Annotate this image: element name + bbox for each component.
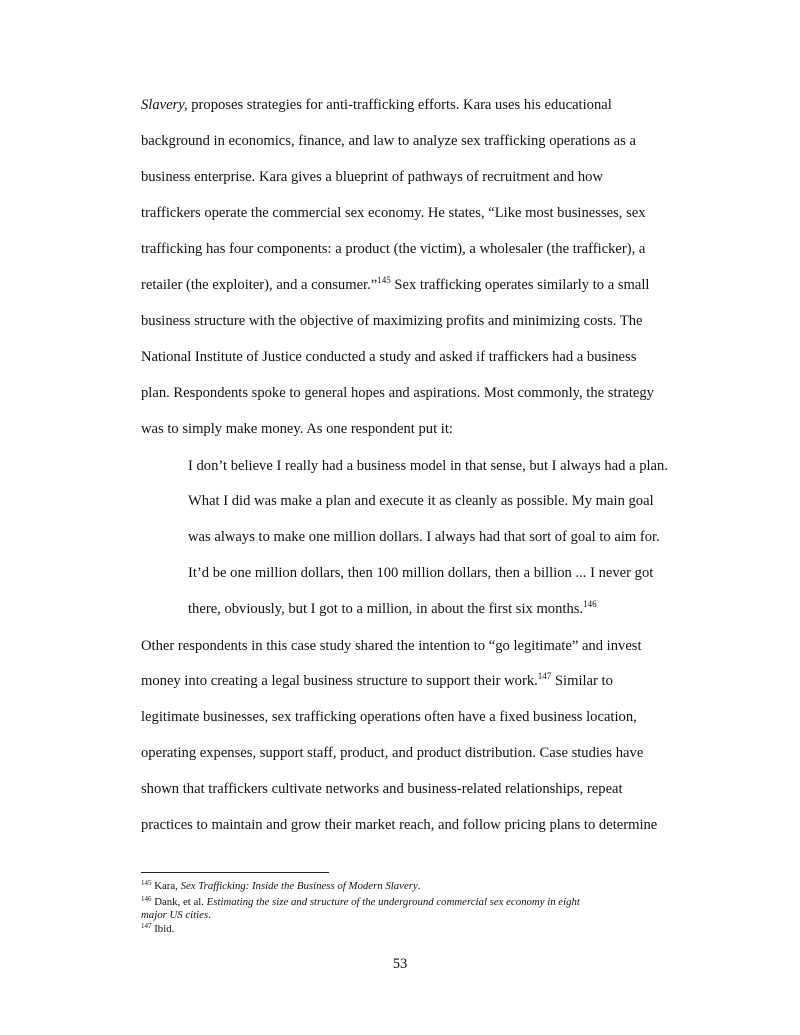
footnote-145: $^{145}$ Kara, Sex Trafficking: Inside the Business of Modern Slavery. bbox=[141, 879, 421, 892]
body-line: Other respondents in this case study shared the intention to “go legitimate” and invest bbox=[141, 638, 642, 654]
body-line: business structure with the objective of maximizing profits and minimizing costs. The bbox=[141, 313, 643, 329]
footnote-ref-145[interactable]: 145 bbox=[377, 275, 391, 285]
footnote-146: $^{146}$ Dank, et al. Estimating the size and structure of the underground commercial sex economy in eight bbox=[141, 895, 580, 908]
block-quote-line: It’d be one million dollars, then 100 million dollars, then a billion ... I never got bbox=[188, 565, 654, 581]
body-line: practices to maintain and grow their market reach, and follow pricing plans to determine bbox=[141, 817, 658, 833]
body-line: was to simply make money. As one respondent put it: bbox=[141, 421, 453, 437]
book-title-italic: Slavery, bbox=[141, 97, 188, 113]
body-line: operating expenses, support staff, product, and product distribution. Case studies have bbox=[141, 745, 644, 761]
body-line: background in economics, finance, and law to analyze sex trafficking operations as a bbox=[141, 133, 636, 149]
body-line: retailer (the exploiter), and a consumer.”$^{145}$ Sex trafficking operates similarly to a small bbox=[141, 275, 650, 293]
body-line: shown that traffickers cultivate networks and business-related relationships, repeat bbox=[141, 781, 623, 797]
body-line: Slavery, proposes strategies for anti-trafficking efforts. Kara uses his educational bbox=[141, 97, 612, 113]
body-line: National Institute of Justice conducted a study and asked if traffickers had a business bbox=[141, 349, 637, 365]
page-number: 53 bbox=[392, 956, 408, 972]
body-line: business enterprise. Kara gives a blueprint of pathways of recruitment and how bbox=[141, 169, 603, 185]
body-line: money into creating a legal business structure to support their work.$^{147}$ Similar to bbox=[141, 671, 613, 689]
footnote-147: $^{147}$ Ibid. bbox=[141, 922, 175, 935]
footnote-ref-146[interactable]: 146 bbox=[583, 599, 597, 609]
block-quote-line: I don’t believe I really had a business model in that sense, but I always had a plan. bbox=[188, 458, 668, 474]
footnote-ref-147[interactable]: 147 bbox=[537, 671, 552, 681]
footnote-separator bbox=[141, 872, 329, 873]
block-quote-line: What I did was make a plan and execute it as cleanly as possible. My main goal bbox=[188, 493, 654, 509]
body-line: trafficking has four components: a product (the victim), a wholesaler (the trafficker), a bbox=[141, 241, 646, 257]
body-line: legitimate businesses, sex trafficking operations often have a fixed business location, bbox=[141, 709, 637, 725]
block-quote-line: was always to make one million dollars. I always had that sort of goal to aim for. bbox=[188, 529, 660, 545]
block-quote-line: there, obviously, but I got to a million, in about the first six months.$^{146}$ bbox=[188, 599, 597, 617]
body-line: traffickers operate the commercial sex economy. He states, “Like most businesses, sex bbox=[141, 205, 646, 221]
body-line: plan. Respondents spoke to general hopes and aspirations. Most commonly, the strategy bbox=[141, 385, 654, 401]
footnote-146-cont: major US cities. bbox=[141, 909, 211, 921]
